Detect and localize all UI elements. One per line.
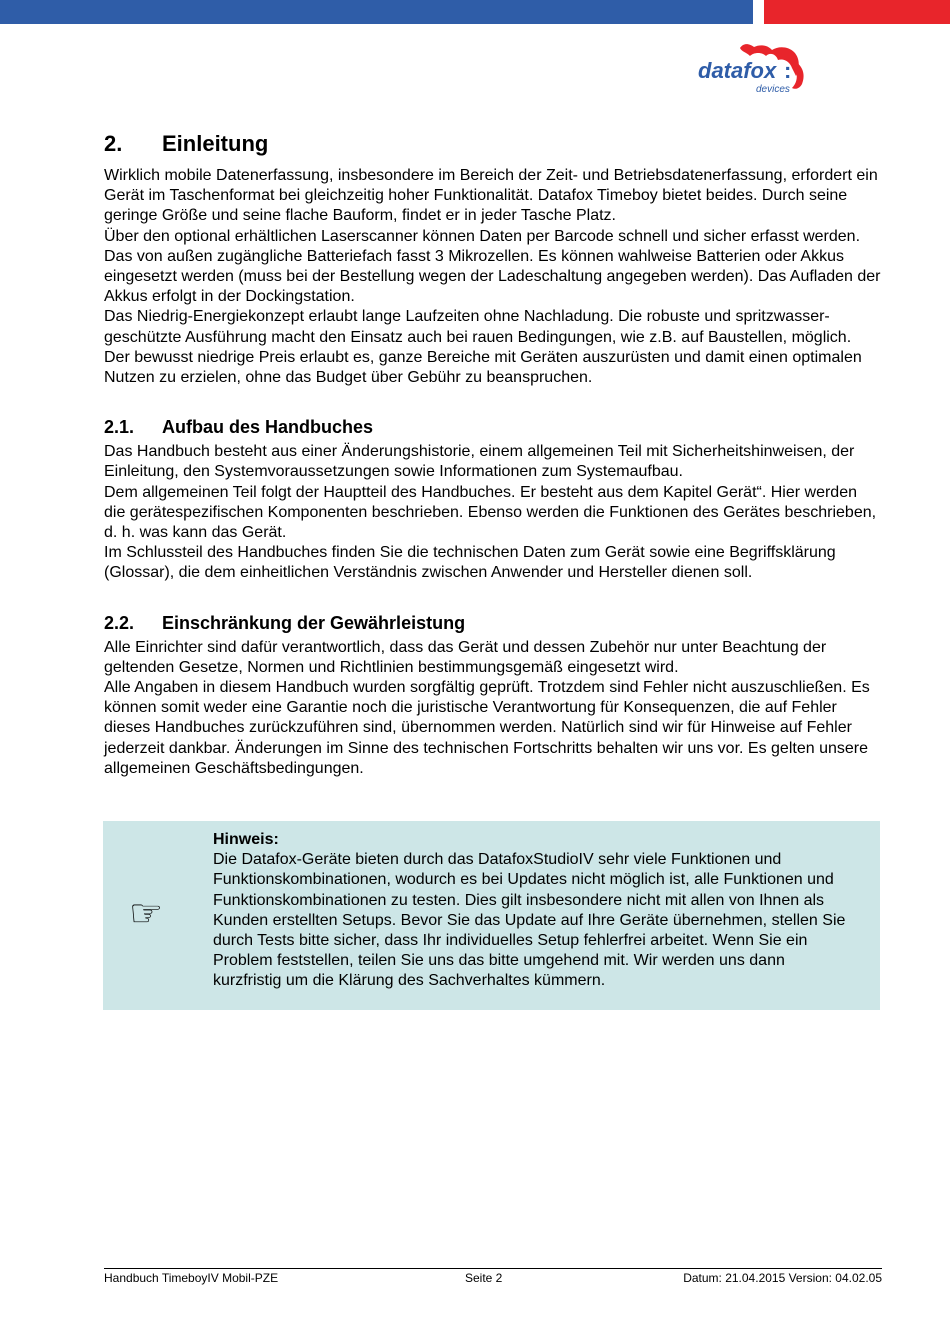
logo-text: datafox (698, 58, 777, 83)
footer-date-version: Datum: 21.04.2015 Version: 04.02.05 (683, 1271, 882, 1285)
section-title: Einschränkung der Gewährleistung (162, 612, 466, 633)
svg-text::: : (784, 58, 792, 83)
footer-document-title: Handbuch TimeboyIV Mobil-PZE (104, 1271, 279, 1285)
datafox-logo (696, 38, 822, 98)
paragraph: Im Schlussteil des Handbuches finden Sie die technischen Daten zum Gerät sowie eine Begriffsklärung (Glossar), die dem einheitlichen Verständnis zwischen Anwender und Hersteller dienen soll. (104, 544, 836, 582)
paragraph: Das Niedrig-Energiekonzept erlaubt lange Laufzeiten ohne Nachladung. Die robuste und spritzwasser-geschützte Ausführung macht den Einsatz auch bei rauen Bedingungen, wie z.B. auf Baustellen, möglich. (104, 308, 852, 346)
footer-page-number: Seite 2 (465, 1271, 503, 1285)
paragraph: Das Handbuch besteht aus einer Änderungshistorie, einem allgemeinen Teil mit Sicherheitshinweisen, der Einleitung, den Systemvoraussetzungen sowie Informationen zum Systemaufbau. (104, 443, 855, 481)
section-title: Aufbau des Handbuches (162, 417, 374, 438)
paragraph: Alle Einrichter sind dafür verantwortlich, dass das Gerät und dessen Zubehör nur unter Beachtung der geltenden Gesetze, Normen und Richtlinien bestimmungsgemäß eingesetzt wird. (104, 638, 827, 676)
paragraph: Über den optional erhältlichen Laserscanner können Daten per Barcode schnell und sicher erfasst werden. Das von außen zugängliche Batteriefach fasst 3 Mikrozellen. Es können wahlweise Batterien oder Akkus eingesetzt werden (muss bei der Bestellung wegen der Ladeschaltung angegeben werden). Das Aufladen der Akkus erfolgt in der Dockingstation. (104, 227, 881, 306)
footer-divider (104, 1268, 882, 1269)
section-heading-aufbau (104, 414, 882, 440)
paragraph: Wirklich mobile Datenerfassung, insbesondere im Bereich der Zeit- und Betriebsdatenerfassung, erfordert ein Gerät im Taschenformat bei gleichzeitig hoher Funktionalität. Datafox Timeboy bietet beides. Durch seine geringe Größe und seine flache Bauform, findet er in jeder Tasche Platz. (104, 167, 878, 225)
note-body (213, 830, 853, 992)
section-number: 2. (104, 131, 123, 156)
logo-subtext: devices (756, 84, 790, 95)
header-bar-blue (0, 0, 753, 24)
page-content (104, 126, 882, 779)
paragraph: Alle Angaben in diesem Handbuch wurden sorgfältig geprüft. Trotzdem sind Fehler nicht auszuschließen. Es können somit weder eine Garantie noch die juristische Verantwortung für Konsequenzen, die auf Fehler dieses Handbuches zurückzuführen sind, übernommen werden. Natürlich sind wir für Hinweise auf Fehler jederzeit dankbar. Änderungen im Sinne des technischen Fortschritts behalten wir uns vor. Es gelten unsere allgemeinen Geschäftsbedingungen. (104, 679, 870, 777)
section-heading-einleitung (104, 126, 882, 162)
section-heading-gewaehrleistung (104, 610, 882, 636)
note-title: Hinweis: (213, 831, 279, 848)
paragraph: Der bewusst niedrige Preis erlaubt es, ganze Bereiche mit Geräten auszurüsten und damit einen optimalen Nutzen zu erzielen, ohne das Budget über Gebühr zu beanspruchen. (104, 348, 862, 387)
section-title: Einleitung (162, 131, 269, 156)
paragraph: Dem allgemeinen Teil folgt der Hauptteil des Handbuches. Er besteht aus dem Kapitel Gerät“. Hier werden die gerätespezifischen Komponenten beschrieben. Ebenso werden die Funktionen des Gerätes beschrieben, d. h. was kann das Gerät. (104, 483, 877, 542)
note-box (103, 821, 880, 1010)
pointing-hand-icon: ☞ (129, 891, 164, 935)
section-number: 2.2. (104, 612, 135, 633)
section-number: 2.1. (104, 417, 135, 438)
header-bar-red (764, 0, 950, 24)
note-text: Die Datafox-Geräte bieten durch das DatafoxStudioIV sehr viele Funktionen und Funktionskombinationen, wodurch es bei Updates nicht möglich ist, alle Funktionen und Funktionskombinationen zu testen. Dies gilt insbesondere nicht mit allen von Ihnen als Kunden erstellten Setups. Bevor Sie das Update auf Ihre Geräte übernehmen, stellen Sie durch Tests bitte sicher, dass Ihr individuelles Setup fehlerfrei arbeitet. Wenn Sie ein Problem feststellen, teilen Sie uns das bitte umgehend mit. Wir werden uns dann kurzfristig um die Klärung des Sachverhaltes kümmern. (213, 851, 846, 990)
